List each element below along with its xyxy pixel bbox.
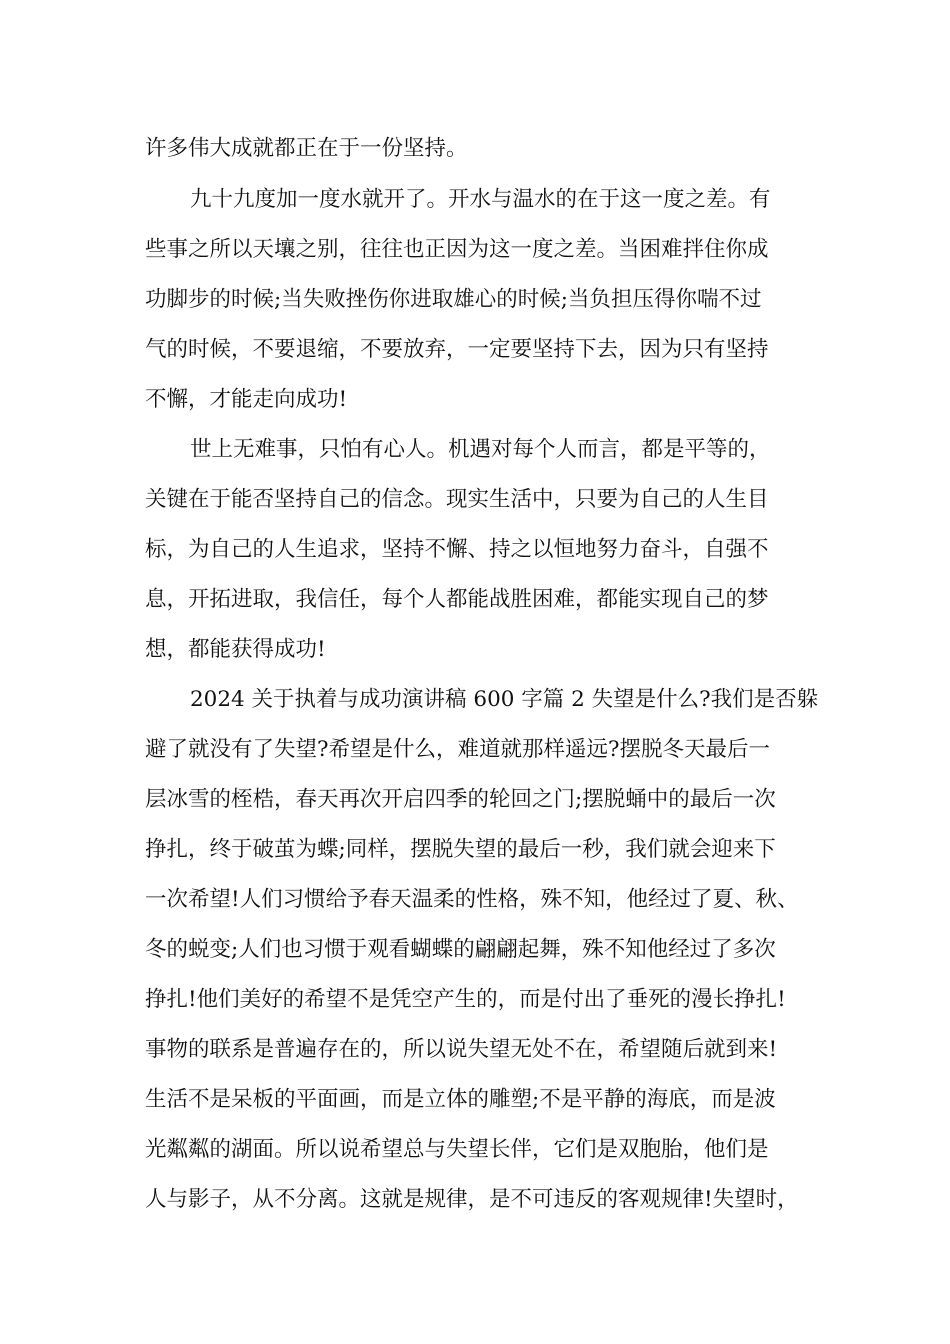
text-line: 关键在于能否坚持自己的信念。现实生活中，只要为自己的人生目 xyxy=(145,487,769,512)
text-line: 层冰雪的桎梏，春天再次开启四季的轮回之门;摆脱蛹中的最后一次 xyxy=(145,787,776,812)
text-line: 避了就没有了失望?希望是什么，难道就那样遥远?摆脱冬天最后一 xyxy=(145,737,771,762)
text-line: 事物的联系是普遍存在的，所以说失望无处不在，希望随后就到来! xyxy=(145,1037,778,1062)
text-line: 一次希望!人们习惯给予春天温柔的性格，殊不知，他经过了夏、秋、 xyxy=(145,887,799,912)
paragraph-first-line: 九十九度加一度水就开了。开水与温水的在于这一度之差。有 xyxy=(190,187,771,212)
paragraph-first-line: 2024 关于执着与成功演讲稿 600 字篇 2 失望是什么?我们是否躲 xyxy=(190,687,819,712)
paragraph-first-line: 世上无难事，只怕有心人。机遇对每个人而言，都是平等的， xyxy=(190,437,771,462)
text-line: 标，为自己的人生追求，坚持不懈、持之以恒地努力奋斗，自强不 xyxy=(145,537,769,562)
text-line: 息，开拓进取，我信任，每个人都能战胜困难，都能实现自己的梦 xyxy=(145,587,769,612)
text-line: 些事之所以天壤之别，往往也正因为这一度之差。当困难拌住你成 xyxy=(145,237,769,262)
text-line: 挣扎，终于破茧为蝶;同样，摆脱失望的最后一秒，我们就会迎来下 xyxy=(145,837,776,862)
text-line: 光粼粼的湖面。所以说希望总与失望长伴，它们是双胞胎，他们是 xyxy=(145,1137,769,1162)
text-line: 生活不是呆板的平面画，而是立体的雕塑;不是平静的海底，而是波 xyxy=(145,1087,776,1112)
text-line: 人与影子，从不分离。这就是规律，是不可违反的客观规律!失望时， xyxy=(145,1187,799,1212)
text-line: 功脚步的时候;当失败挫伤你进取雄心的时候;当负担压得你喘不过 xyxy=(145,287,762,312)
text-line: 许多伟大成就都正在于一份坚持。 xyxy=(145,136,468,161)
text-line: 气的时候，不要退缩，不要放弃，一定要坚持下去，因为只有坚持 xyxy=(145,337,769,362)
text-line: 冬的蜕变;人们也习惯于观看蝴蝶的翩翩起舞，殊不知他经过了多次 xyxy=(145,937,776,962)
text-line: 想，都能获得成功! xyxy=(145,637,326,662)
text-line: 不懈，才能走向成功! xyxy=(145,387,348,412)
text-line: 挣扎!他们美好的希望不是凭空产生的，而是付出了垂死的漫长挣扎! xyxy=(145,987,786,1012)
